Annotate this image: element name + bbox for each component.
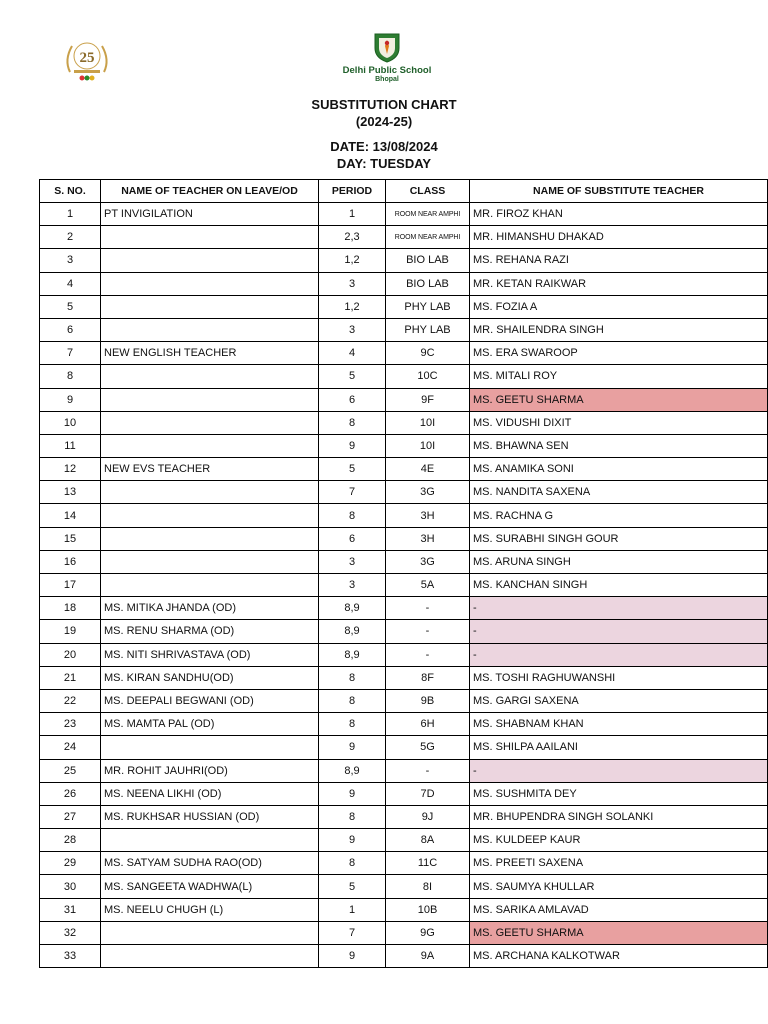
- cell-period: 3: [319, 318, 386, 341]
- cell-teacher-on-leave: MS. KIRAN SANDHU(OD): [101, 666, 319, 689]
- cell-teacher-on-leave: MS. NEENA LIKHI (OD): [101, 782, 319, 805]
- cell-class: 9F: [386, 388, 470, 411]
- table-row: [40, 411, 768, 434]
- cell-class: 3H: [386, 527, 470, 550]
- cell-sno: 22: [40, 689, 101, 712]
- cell-sno: 27: [40, 805, 101, 828]
- cell-teacher-on-leave: [101, 945, 319, 968]
- cell-teacher-on-leave: [101, 388, 319, 411]
- cell-substitute-teacher: MS. KANCHAN SINGH: [470, 574, 768, 597]
- table-row: [40, 620, 768, 643]
- cell-period: 4: [319, 342, 386, 365]
- cell-period: 6: [319, 388, 386, 411]
- cell-sno: 32: [40, 921, 101, 944]
- cell-class: 8F: [386, 666, 470, 689]
- table-row: [40, 574, 768, 597]
- cell-period: 9: [319, 829, 386, 852]
- cell-teacher-on-leave: [101, 249, 319, 272]
- table-row: [40, 759, 768, 782]
- table-row: [40, 203, 768, 226]
- cell-class: 3H: [386, 504, 470, 527]
- cell-class: BIO LAB: [386, 272, 470, 295]
- cell-class: 9A: [386, 945, 470, 968]
- cell-teacher-on-leave: [101, 527, 319, 550]
- cell-class: 10C: [386, 365, 470, 388]
- column-header-substitute-teacher: NAME OF SUBSTITUTE TEACHER: [470, 180, 768, 203]
- cell-class: 3G: [386, 481, 470, 504]
- cell-sno: 12: [40, 458, 101, 481]
- cell-class: 8A: [386, 829, 470, 852]
- cell-class: 6H: [386, 713, 470, 736]
- cell-class: 4E: [386, 458, 470, 481]
- cell-substitute-teacher: MS. SHABNAM KHAN: [470, 713, 768, 736]
- cell-sno: 2: [40, 226, 101, 249]
- cell-class: PHY LAB: [386, 318, 470, 341]
- cell-teacher-on-leave: MS. MITIKA JHANDA (OD): [101, 597, 319, 620]
- cell-sno: 29: [40, 852, 101, 875]
- cell-class: ROOM NEAR AMPHI: [386, 203, 470, 226]
- cell-sno: 28: [40, 829, 101, 852]
- cell-class: -: [386, 643, 470, 666]
- cell-sno: 20: [40, 643, 101, 666]
- cell-period: 8,9: [319, 643, 386, 666]
- cell-class: -: [386, 597, 470, 620]
- cell-substitute-teacher: MS. GARGI SAXENA: [470, 689, 768, 712]
- cell-sno: 1: [40, 203, 101, 226]
- cell-period: 5: [319, 458, 386, 481]
- cell-period: 8,9: [319, 620, 386, 643]
- cell-class: 10I: [386, 434, 470, 457]
- cell-teacher-on-leave: [101, 504, 319, 527]
- cell-class: 10I: [386, 411, 470, 434]
- cell-teacher-on-leave: [101, 226, 319, 249]
- cell-teacher-on-leave: [101, 411, 319, 434]
- cell-substitute-teacher: MS. GEETU SHARMA: [470, 921, 768, 944]
- cell-sno: 4: [40, 272, 101, 295]
- cell-period: 9: [319, 736, 386, 759]
- cell-period: 6: [319, 527, 386, 550]
- academic-year: (2024-25): [355, 114, 413, 129]
- cell-period: 1: [319, 203, 386, 226]
- cell-substitute-teacher: MR. SHAILENDRA SINGH: [470, 318, 768, 341]
- cell-teacher-on-leave: [101, 434, 319, 457]
- cell-teacher-on-leave: [101, 736, 319, 759]
- cell-substitute-teacher: -: [470, 597, 768, 620]
- cell-sno: 23: [40, 713, 101, 736]
- cell-class: 10B: [386, 898, 470, 921]
- cell-sno: 5: [40, 295, 101, 318]
- cell-period: 2,3: [319, 226, 386, 249]
- cell-substitute-teacher: MS. SURABHI SINGH GOUR: [470, 527, 768, 550]
- cell-sno: 13: [40, 481, 101, 504]
- table-row: [40, 782, 768, 805]
- table-row: [40, 550, 768, 573]
- cell-sno: 7: [40, 342, 101, 365]
- cell-sno: 18: [40, 597, 101, 620]
- cell-teacher-on-leave: NEW ENGLISH TEACHER: [101, 342, 319, 365]
- cell-class: 5A: [386, 574, 470, 597]
- table-row: [40, 736, 768, 759]
- cell-class: 9B: [386, 689, 470, 712]
- table-row: [40, 898, 768, 921]
- cell-class: BIO LAB: [386, 249, 470, 272]
- cell-teacher-on-leave: [101, 318, 319, 341]
- school-crest-icon: [370, 30, 404, 64]
- cell-teacher-on-leave: PT INVIGILATION: [101, 203, 319, 226]
- cell-sno: 30: [40, 875, 101, 898]
- cell-period: 5: [319, 875, 386, 898]
- cell-sno: 3: [40, 249, 101, 272]
- cell-class: 3G: [386, 550, 470, 573]
- table-row: [40, 318, 768, 341]
- table-body: [40, 203, 768, 968]
- table-row: [40, 666, 768, 689]
- table-row: [40, 713, 768, 736]
- cell-period: 8,9: [319, 759, 386, 782]
- table-row: [40, 365, 768, 388]
- cell-period: 1: [319, 898, 386, 921]
- cell-teacher-on-leave: [101, 272, 319, 295]
- cell-teacher-on-leave: [101, 921, 319, 944]
- cell-substitute-teacher: MS. SAUMYA KHULLAR: [470, 875, 768, 898]
- column-header-class: CLASS: [386, 180, 470, 203]
- cell-substitute-teacher: MS. ARCHANA KALKOTWAR: [470, 945, 768, 968]
- cell-teacher-on-leave: [101, 829, 319, 852]
- cell-substitute-teacher: MS. ERA SWAROOP: [470, 342, 768, 365]
- cell-substitute-teacher: MS. GEETU SHARMA: [470, 388, 768, 411]
- cell-teacher-on-leave: [101, 574, 319, 597]
- cell-teacher-on-leave: MS. NITI SHRIVASTAVA (OD): [101, 643, 319, 666]
- date-label: DATE: 13/08/2024: [330, 139, 438, 154]
- cell-sno: 33: [40, 945, 101, 968]
- cell-sno: 25: [40, 759, 101, 782]
- cell-period: 8: [319, 504, 386, 527]
- column-header-sno: S. NO.: [40, 180, 101, 203]
- table-row: [40, 643, 768, 666]
- cell-class: ROOM NEAR AMPHI: [386, 226, 470, 249]
- cell-substitute-teacher: MS. KULDEEP KAUR: [470, 829, 768, 852]
- cell-teacher-on-leave: [101, 365, 319, 388]
- table-row: [40, 504, 768, 527]
- table-row: [40, 272, 768, 295]
- cell-sno: 10: [40, 411, 101, 434]
- cell-class: 9C: [386, 342, 470, 365]
- column-header-period: PERIOD: [319, 180, 386, 203]
- cell-substitute-teacher: MS. BHAWNA SEN: [470, 434, 768, 457]
- cell-period: 1,2: [319, 295, 386, 318]
- table-row: [40, 295, 768, 318]
- table-header-row: [40, 180, 768, 203]
- cell-period: 3: [319, 272, 386, 295]
- cell-teacher-on-leave: MS. NEELU CHUGH (L): [101, 898, 319, 921]
- cell-substitute-teacher: -: [470, 759, 768, 782]
- day-label: DAY: TUESDAY: [336, 156, 432, 171]
- cell-sno: 11: [40, 434, 101, 457]
- table-row: [40, 829, 768, 852]
- cell-period: 8: [319, 713, 386, 736]
- cell-substitute-teacher: MS. RACHNA G: [470, 504, 768, 527]
- cell-sno: 16: [40, 550, 101, 573]
- cell-teacher-on-leave: MS. SATYAM SUDHA RAO(OD): [101, 852, 319, 875]
- cell-period: 7: [319, 921, 386, 944]
- cell-class: 9G: [386, 921, 470, 944]
- cell-substitute-teacher: MR. HIMANSHU DHAKAD: [470, 226, 768, 249]
- school-name: Delhi Public School: [342, 65, 432, 76]
- cell-sno: 24: [40, 736, 101, 759]
- cell-sno: 31: [40, 898, 101, 921]
- table-row: [40, 342, 768, 365]
- cell-substitute-teacher: -: [470, 643, 768, 666]
- cell-period: 8,9: [319, 597, 386, 620]
- cell-substitute-teacher: MR. KETAN RAIKWAR: [470, 272, 768, 295]
- date-block: [0, 138, 768, 172]
- cell-period: 7: [319, 481, 386, 504]
- anniversary-number: 25: [79, 50, 95, 66]
- school-city: Bhopal: [375, 76, 399, 83]
- cell-substitute-teacher: MS. NANDITA SAXENA: [470, 481, 768, 504]
- cell-sno: 26: [40, 782, 101, 805]
- cell-period: 3: [319, 574, 386, 597]
- column-header-teacher-on-leave: NAME OF TEACHER ON LEAVE/OD: [101, 180, 319, 203]
- cell-substitute-teacher: MS. PREETI SAXENA: [470, 852, 768, 875]
- table-row: [40, 249, 768, 272]
- cell-period: 8: [319, 411, 386, 434]
- cell-substitute-teacher: MS. SARIKA AMLAVAD: [470, 898, 768, 921]
- cell-teacher-on-leave: MS. RUKHSAR HUSSIAN (OD): [101, 805, 319, 828]
- cell-teacher-on-leave: NEW EVS TEACHER: [101, 458, 319, 481]
- table-row: [40, 689, 768, 712]
- cell-period: 3: [319, 550, 386, 573]
- cell-teacher-on-leave: [101, 295, 319, 318]
- cell-teacher-on-leave: [101, 550, 319, 573]
- cell-period: 9: [319, 782, 386, 805]
- table-row: [40, 458, 768, 481]
- school-logo: [337, 30, 437, 88]
- cell-sno: 17: [40, 574, 101, 597]
- cell-teacher-on-leave: MS. SANGEETA WADHWA(L): [101, 875, 319, 898]
- table-row: [40, 945, 768, 968]
- table-row: [40, 388, 768, 411]
- cell-substitute-teacher: -: [470, 620, 768, 643]
- cell-class: 11C: [386, 852, 470, 875]
- cell-substitute-teacher: MS. REHANA RAZI: [470, 249, 768, 272]
- cell-period: 8: [319, 852, 386, 875]
- cell-substitute-teacher: MS. FOZIA A: [470, 295, 768, 318]
- cell-substitute-teacher: MR. BHUPENDRA SINGH SOLANKI: [470, 805, 768, 828]
- chart-title-block: [0, 96, 768, 130]
- cell-class: 5G: [386, 736, 470, 759]
- table-row: [40, 852, 768, 875]
- table-row: [40, 481, 768, 504]
- page-title: SUBSTITUTION CHART: [311, 97, 457, 112]
- cell-class: -: [386, 759, 470, 782]
- cell-class: PHY LAB: [386, 295, 470, 318]
- cell-sno: 14: [40, 504, 101, 527]
- cell-class: 7D: [386, 782, 470, 805]
- table-row: [40, 805, 768, 828]
- anniversary-logo: [60, 38, 114, 82]
- cell-teacher-on-leave: MS. DEEPALI BEGWANI (OD): [101, 689, 319, 712]
- table-row: [40, 921, 768, 944]
- cell-teacher-on-leave: [101, 481, 319, 504]
- cell-substitute-teacher: MS. ARUNA SINGH: [470, 550, 768, 573]
- cell-substitute-teacher: MS. SHILPA AAILANI: [470, 736, 768, 759]
- cell-substitute-teacher: MS. ANAMIKA SONI: [470, 458, 768, 481]
- cell-period: 8: [319, 805, 386, 828]
- cell-substitute-teacher: MR. FIROZ KHAN: [470, 203, 768, 226]
- cell-period: 5: [319, 365, 386, 388]
- cell-sno: 19: [40, 620, 101, 643]
- substitution-table: [39, 179, 768, 968]
- table-row: [40, 597, 768, 620]
- cell-teacher-on-leave: MS. MAMTA PAL (OD): [101, 713, 319, 736]
- cell-sno: 15: [40, 527, 101, 550]
- cell-class: 9J: [386, 805, 470, 828]
- table-row: [40, 226, 768, 249]
- cell-class: -: [386, 620, 470, 643]
- table-row: [40, 875, 768, 898]
- cell-substitute-teacher: MS. SUSHMITA DEY: [470, 782, 768, 805]
- cell-teacher-on-leave: MR. ROHIT JAUHRI(OD): [101, 759, 319, 782]
- cell-period: 1,2: [319, 249, 386, 272]
- cell-substitute-teacher: MS. MITALI ROY: [470, 365, 768, 388]
- cell-period: 9: [319, 945, 386, 968]
- cell-substitute-teacher: MS. VIDUSHI DIXIT: [470, 411, 768, 434]
- cell-teacher-on-leave: MS. RENU SHARMA (OD): [101, 620, 319, 643]
- table-row: [40, 527, 768, 550]
- cell-sno: 6: [40, 318, 101, 341]
- cell-period: 9: [319, 434, 386, 457]
- cell-sno: 9: [40, 388, 101, 411]
- cell-class: 8I: [386, 875, 470, 898]
- cell-sno: 8: [40, 365, 101, 388]
- cell-period: 8: [319, 689, 386, 712]
- cell-period: 8: [319, 666, 386, 689]
- cell-substitute-teacher: MS. TOSHI RAGHUWANSHI: [470, 666, 768, 689]
- cell-sno: 21: [40, 666, 101, 689]
- table-row: [40, 434, 768, 457]
